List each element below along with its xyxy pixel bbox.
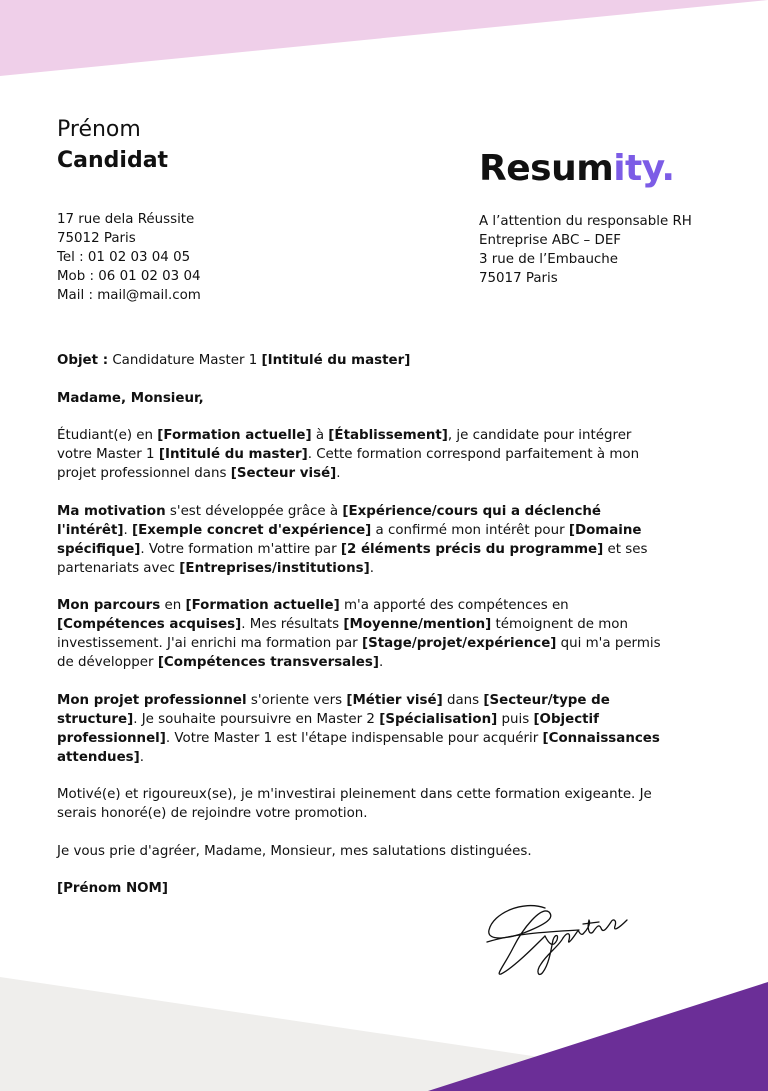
bold-text: [Exemple concret d'expérience] (132, 522, 372, 538)
letter-paragraph (57, 596, 669, 672)
sender-mobile: Mob : 06 01 02 03 04 (57, 269, 201, 284)
sender-first-name: Prénom (57, 117, 141, 142)
bold-text: [Expérience/cours qui a déclenché l'intérêt] (57, 503, 602, 538)
letter-paragraph (57, 691, 669, 767)
bold-text: [2 éléments précis du programme] (340, 541, 604, 557)
bold-text: [Moyenne/mention] (343, 617, 492, 632)
paragraph-text: Étudiant(e) en (57, 428, 158, 443)
paragraph-text: à (311, 428, 329, 443)
recipient-line: Entreprise ABC – DEF (479, 233, 621, 248)
bold-text: [Spécialisation] (379, 711, 498, 727)
letter-paragraph (57, 842, 669, 861)
bottom-purple-band (428, 982, 768, 1091)
paragraph-text: . Cette formation correspond parfaitement à mon projet professionnel dans (57, 447, 640, 481)
bold-text: [Secteur/type de structure] (57, 692, 610, 727)
paragraph-text: Je vous prie d'agréer, Madame, Monsieur, mes salutations distinguées. (57, 843, 532, 859)
letter-paragraph (57, 785, 669, 823)
paragraph-text: m'a apporté des compétences en (339, 598, 569, 613)
bold-text: [Entreprises/institutions] (179, 560, 370, 576)
bold-text: [Objectif professionnel] (57, 711, 599, 746)
letter-paragraphs (57, 426, 669, 861)
letter-object (57, 351, 669, 370)
bold-text: [Formation actuelle] (157, 428, 312, 443)
paragraph-text: . Mes résultats (241, 617, 344, 632)
paragraph-text: . (139, 749, 145, 765)
paragraph-text: s'est développée grâce à (165, 503, 343, 519)
paragraph-text: . (369, 560, 374, 576)
bold-text: [Compétences transversales] (157, 655, 379, 670)
bold-text: [Compétences acquises] (57, 617, 242, 632)
paragraph-text: Motivé(e) et rigoureux(se), je m'investirai pleinement dans cette formation exigeante. Je serais honoré(e) de rejoindre votre promotion. (57, 787, 652, 821)
paragraph-text: , je candidate pour intégrer votre Master 1 (57, 428, 632, 462)
paragraph-text: a confirmé mon intérêt pour (371, 522, 569, 538)
paragraph-text: s'oriente vers (246, 692, 347, 708)
handwritten-signature (483, 888, 643, 988)
recipient-line: 75017 Paris (479, 271, 558, 286)
paragraph-text: . (336, 466, 341, 481)
recipient-line: A l’attention du responsable RH (479, 214, 692, 229)
bold-text: [Intitulé du master] (158, 447, 308, 462)
top-pink-band (0, 0, 768, 76)
paragraph-text: . Je souhaite poursuivre en Master 2 (133, 711, 380, 727)
bold-text: [Métier visé] (346, 692, 443, 708)
bold-text: [Domaine spécifique] (57, 522, 642, 557)
object-placeholder: [Intitulé du master] (261, 353, 411, 368)
sender-address-line: 75012 Paris (57, 231, 136, 246)
logo-text-accent: ity. (613, 148, 675, 189)
bold-text: Mon projet professionnel (57, 692, 247, 708)
bold-text: [Établissement] (328, 428, 448, 443)
paragraph-text: . (123, 522, 133, 538)
bold-text: [Formation actuelle] (185, 598, 340, 613)
paragraph-text: . (378, 655, 384, 670)
sender-last-name: Candidat (57, 148, 169, 173)
sender-phone: Tel : 01 02 03 04 05 (57, 250, 191, 265)
bold-text: Ma motivation (57, 503, 166, 519)
bold-text: [Stage/projet/expérience] (361, 636, 557, 651)
paragraph-text: . Votre Master 1 est l'étape indispensable pour acquérir (165, 730, 543, 746)
bold-text: [Connaissances attendues] (57, 730, 660, 765)
paragraph-text: en (160, 598, 186, 613)
paragraph-text: témoignent de mon investissement. J'ai enrichi ma formation par (57, 617, 628, 651)
letter-salutation (57, 389, 669, 408)
letter-paragraph (57, 426, 669, 483)
bold-text: [Secteur visé] (230, 466, 337, 481)
paragraph-text: qui m'a permis de développer (57, 636, 661, 670)
salutation-text: Madame, Monsieur, (57, 390, 204, 406)
bold-text: Mon parcours (57, 598, 161, 613)
logo-text-main: Resum (479, 148, 614, 189)
paragraph-text: et ses partenariats avec (57, 541, 648, 576)
letter-body (57, 351, 669, 917)
closing-name-text: [Prénom NOM] (57, 881, 169, 896)
sender-email: Mail : mail@mail.com (57, 288, 201, 303)
object-label: Objet : (57, 353, 109, 368)
sender-address-line: 17 rue dela Réussite (57, 212, 195, 227)
paragraph-text: puis (497, 711, 534, 727)
object-text: Candidature Master 1 (108, 353, 262, 368)
resumity-logo (479, 146, 675, 192)
paragraph-text: . Votre formation m'attire par (140, 541, 341, 557)
recipient-line: 3 rue de l’Embauche (479, 252, 619, 267)
paragraph-text: dans (442, 692, 484, 708)
letter-paragraph (57, 502, 669, 578)
recipient-address-block (479, 212, 692, 288)
sender-address-block (57, 210, 201, 305)
